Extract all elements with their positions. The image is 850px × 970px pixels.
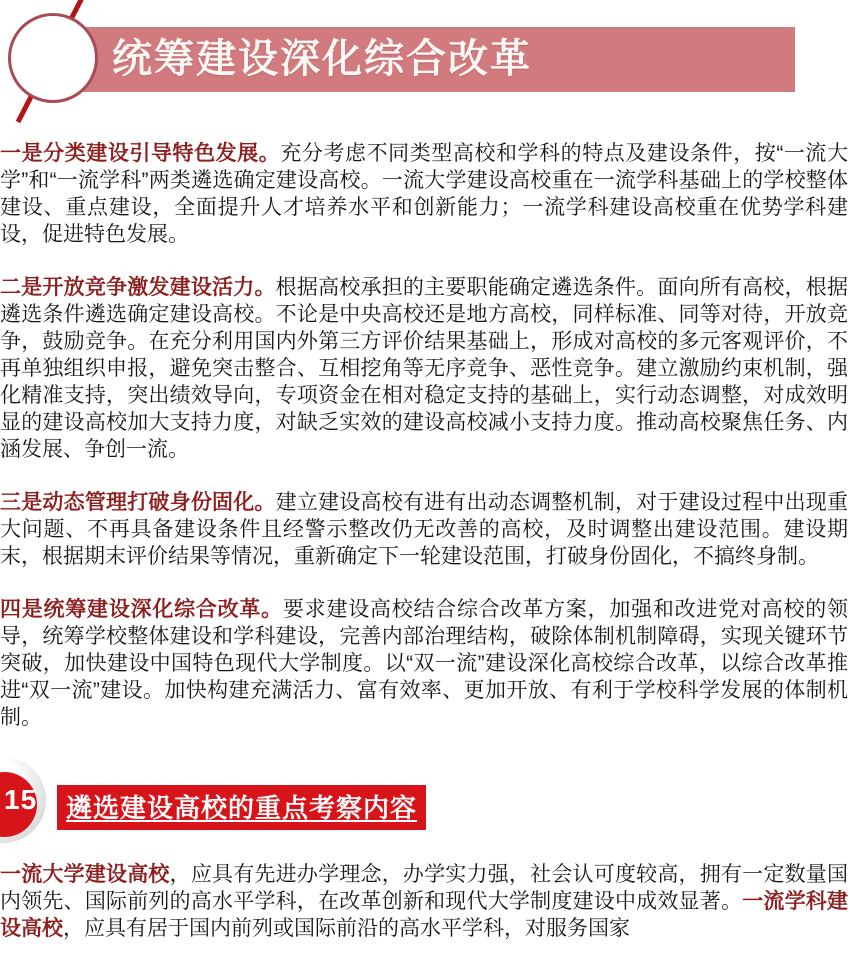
paragraph-2 <box>0 274 848 463</box>
closing-body-1: ，应具有先进办学理念，办学实力强，社会认可度较高，拥有一定数量国内领先、国际前列的高水平学科，在改革创新和现代大学制度建设中成效显著。 <box>0 863 848 913</box>
circle-decoration <box>8 13 98 103</box>
closing-lead-1: 一流大学建设高校 <box>0 863 170 886</box>
section-title: 遴选建设高校的重点考察内容 <box>57 785 426 830</box>
closing-lead-2: 一流学科建设高校 <box>0 890 849 940</box>
section-number: 15 <box>4 784 38 815</box>
paragraph-3-lead: 三是动态管理打破身份固化。 <box>0 491 276 514</box>
paragraph-3-body: 建立建设高校有进有出动态调整机制，对于建设过程中出现重大问题、不再具备建设条件且经警示整改仍无改善的高校，及时调整出建设范围。建设期末，根据期末评价结果等情况，重新确定下一轮建设范围，打破身份固化，不搞终身制。 <box>0 491 849 568</box>
paragraph-2-lead: 二是开放竞争激发建设活力。 <box>0 276 276 299</box>
closing-paragraph <box>0 861 848 942</box>
paragraph-1-body: 充分考虑不同类型高校和学科的特点及建设条件，按“一流大学”和“一流学科”两类遴选确定建设高校。一流大学建设高校重在一流学科基础上的学校整体建设、重点建设，全面提升人才培养水平和创新能力；一流学科建设高校重在优势学科建设，促进特色发展。 <box>0 142 849 246</box>
content <box>0 130 850 942</box>
section-15-heading <box>0 757 848 853</box>
banner-title: 统筹建设深化综合改革 <box>112 37 532 81</box>
paragraph-1 <box>0 140 848 248</box>
paragraph-4-body: 要求建设高校结合综合改革方案，加强和改进党对高校的领导，统筹学校整体建设和学科建设，完善内部治理结构，破除体制机制障碍，实现关键环节突破，加快建设中国特色现代大学制度。以“双一流”建设深化高校综合改革，以综合改革推进“双一流”建设。加快构建充满活力、富有效率、更加开放、有利于学校科学发展的体制机制。 <box>0 598 848 729</box>
paragraph-2-body: 根据高校承担的主要职能确定遴选条件。面向所有高校，根据遴选条件遴选确定建设高校。不论是中央高校还是地方高校，同样标准、同等对待，开放竞争，鼓励竞争。在充分利用国内外第三方评价结果基础上，形成对高校的多元客观评价，不再单独组织申报，避免突击整合、互相挖角等无序竞争、恶性竞争。建立激励约束机制，强化精准支持，突出绩效导向，专项资金在相对稳定支持的基础上，实行动态调整，对成效明显的建设高校加大支持力度，对缺乏实效的建设高校减小支持力度。推动高校聚焦任务、内涵发展、争创一流。 <box>0 276 849 461</box>
paragraph-4-lead: 四是统筹建设深化综合改革。 <box>0 598 283 621</box>
paragraph-1-lead: 一是分类建设引导特色发展。 <box>0 142 281 165</box>
paragraph-3 <box>0 489 848 570</box>
paragraph-4 <box>0 596 848 731</box>
banner <box>0 0 850 130</box>
closing-body-2: ，应具有居于国内前列或国际前沿的高水平学科，对服务国家 <box>63 917 630 940</box>
